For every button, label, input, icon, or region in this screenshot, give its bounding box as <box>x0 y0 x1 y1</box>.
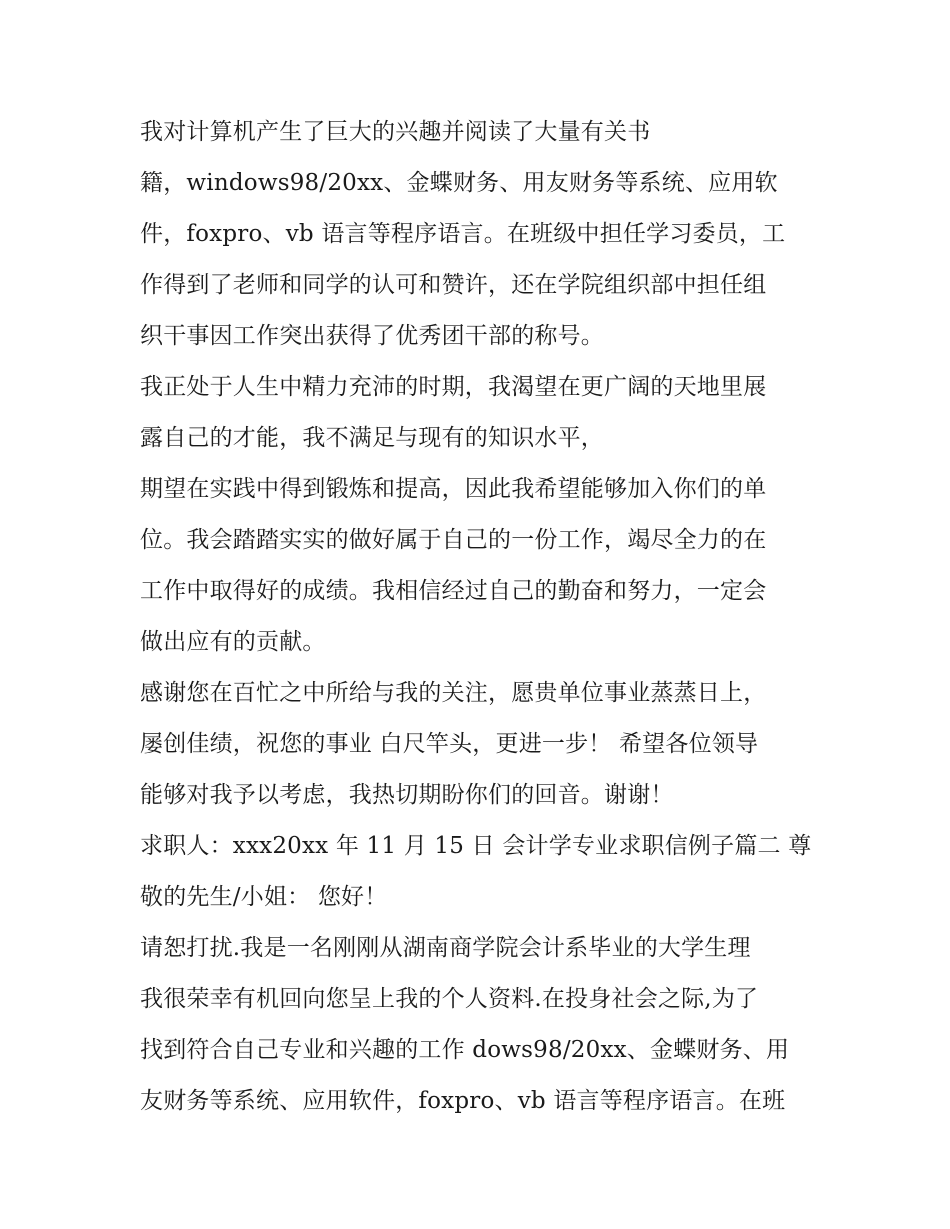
text-line: 籍，windows98/20xx、金蝶财务、用友财务等系统、应用软 <box>140 170 778 196</box>
document-body <box>140 107 820 1127</box>
text-line: 敬的先生/小姐： 您好！ <box>140 884 388 910</box>
text-line: 做出应有的贡献。 <box>140 629 326 655</box>
text-line: 我对计算机产生了巨大的兴趣并阅读了大量有关书 <box>140 119 651 145</box>
text-line: 露自己的才能，我不满足与现有的知识水平， <box>140 425 604 451</box>
text-line: 期望在实践中得到锻炼和提高，因此我希望能够加入你们的单 <box>140 476 767 502</box>
text-line: 工作中取得好的成绩。我相信经过自己的勤奋和努力，一定会 <box>140 578 767 604</box>
text-line: 作得到了老师和同学的认可和赞许，还在学院组织部中担任组 <box>140 272 767 298</box>
text-line: 织干事因工作突出获得了优秀团干部的称号。 <box>140 323 604 349</box>
text-line: 屡创佳绩，祝您的事业 白尺竿头，更进一步！ 希望各位领导 <box>140 731 759 757</box>
text-line: 请恕打扰.我是一名刚刚从湖南商学院会计系毕业的大学生理 <box>140 935 751 961</box>
text-line: 友财务等系统、应用软件，foxpro、vb 语言等程序语言。在班 <box>140 1088 786 1114</box>
text-line: 我正处于人生中精力充沛的时期，我渴望在更广阔的天地里展 <box>140 374 767 400</box>
text-line: 能够对我予以考虑，我热切期盼你们的回音。谢谢！ <box>140 782 674 808</box>
text-line: 求职人：xxx20xx 年 11 月 15 日 会计学专业求职信例子篇二 尊 <box>140 833 812 859</box>
text-line: 件，foxpro、vb 语言等程序语言。在班级中担任学习委员，工 <box>140 221 786 247</box>
text-line: 找到符合自己专业和兴趣的工作 dows98/20xx、金蝶财务、用 <box>140 1037 790 1063</box>
text-line: 我很荣幸有机回向您呈上我的个人资料.在投身社会之际,为了 <box>140 986 759 1012</box>
text-line: 位。我会踏踏实实的做好属于自己的一份工作，竭尽全力的在 <box>140 527 767 553</box>
text-line: 感谢您在百忙之中所给与我的关注，愿贵单位事业蒸蒸日上， <box>140 680 767 706</box>
